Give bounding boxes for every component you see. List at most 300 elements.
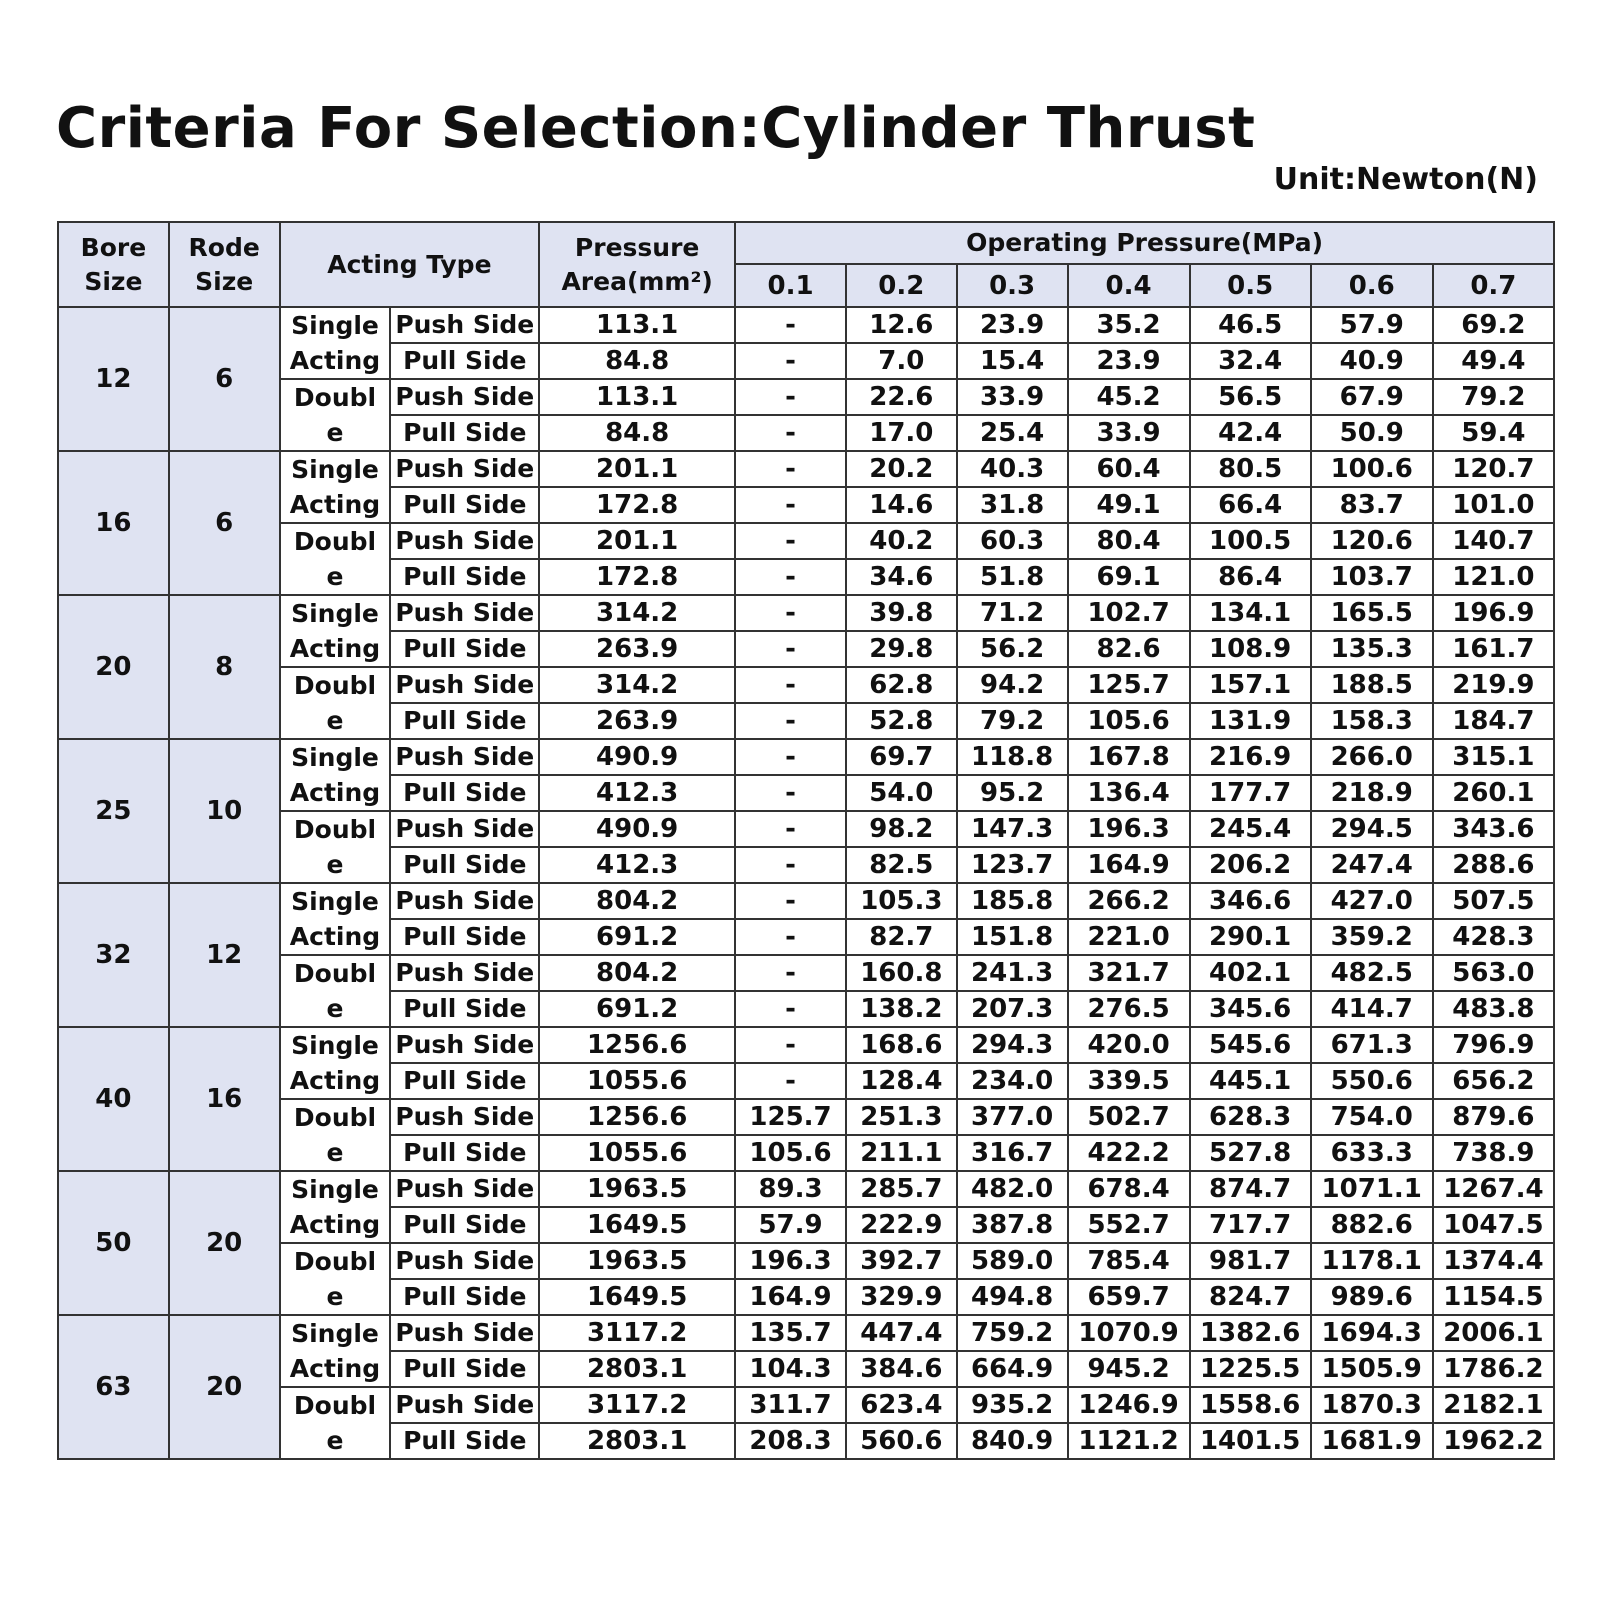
bore-size-cell: 20: [58, 595, 169, 739]
table-row: [58, 343, 1554, 379]
thrust-value-cell: 185.8: [957, 883, 1068, 919]
side-cell: Push Side: [390, 307, 539, 343]
thrust-value-cell: 329.9: [846, 1279, 957, 1315]
thrust-value-cell: 135.7: [735, 1315, 846, 1351]
thrust-value-cell: 276.5: [1068, 991, 1190, 1027]
thrust-value-cell: 69.7: [846, 739, 957, 775]
thrust-value-cell: 245.4: [1190, 811, 1311, 847]
acting-type-label: Single: [280, 739, 391, 775]
table-header: [58, 222, 1554, 307]
thrust-value-cell: 7.0: [846, 343, 957, 379]
thrust-value-cell: 785.4: [1068, 1243, 1190, 1279]
thrust-value-cell: 759.2: [957, 1315, 1068, 1351]
thrust-value-cell: -: [735, 631, 846, 667]
thrust-value-cell: 527.8: [1190, 1135, 1311, 1171]
thrust-value-cell: 266.2: [1068, 883, 1190, 919]
thrust-value-cell: 483.8: [1433, 991, 1554, 1027]
table-row: [58, 775, 1554, 811]
thrust-value-cell: 59.4: [1433, 415, 1554, 451]
thrust-value-cell: 1401.5: [1190, 1423, 1311, 1459]
table-row: [58, 703, 1554, 739]
thrust-value-cell: 23.9: [957, 307, 1068, 343]
bore-size-cell: 12: [58, 307, 169, 451]
thrust-value-cell: 33.9: [957, 379, 1068, 415]
thrust-value-cell: 2182.1: [1433, 1387, 1554, 1423]
table-row: [58, 1279, 1554, 1315]
thrust-value-cell: 377.0: [957, 1099, 1068, 1135]
area-cell: 263.9: [539, 631, 735, 667]
thrust-value-cell: 346.6: [1190, 883, 1311, 919]
thrust-value-cell: 482.0: [957, 1171, 1068, 1207]
thrust-value-cell: 42.4: [1190, 415, 1311, 451]
side-cell: Pull Side: [390, 343, 539, 379]
side-cell: Push Side: [390, 451, 539, 487]
thrust-value-cell: 659.7: [1068, 1279, 1190, 1315]
thrust-value-cell: 121.0: [1433, 559, 1554, 595]
side-cell: Pull Side: [390, 1423, 539, 1459]
thrust-value-cell: 623.4: [846, 1387, 957, 1423]
bore-size-cell: 16: [58, 451, 169, 595]
bore-size-cell: 25: [58, 739, 169, 883]
area-cell: 412.3: [539, 775, 735, 811]
thrust-value-cell: 1681.9: [1311, 1423, 1433, 1459]
thrust-value-cell: 177.7: [1190, 775, 1311, 811]
acting-type-label: Acting: [280, 919, 391, 955]
table-row: [58, 379, 1554, 415]
thrust-value-cell: 86.4: [1190, 559, 1311, 595]
table-row: [58, 919, 1554, 955]
thrust-value-cell: 387.8: [957, 1207, 1068, 1243]
thrust-value-cell: 211.1: [846, 1135, 957, 1171]
table-row: [58, 415, 1554, 451]
thrust-value-cell: 165.5: [1311, 595, 1433, 631]
thrust-value-cell: -: [735, 883, 846, 919]
thrust-value-cell: -: [735, 919, 846, 955]
table-row: [58, 559, 1554, 595]
side-cell: Pull Side: [390, 775, 539, 811]
rod-size-cell: 16: [169, 1027, 280, 1171]
thrust-value-cell: 17.0: [846, 415, 957, 451]
thrust-value-cell: 1246.9: [1068, 1387, 1190, 1423]
thrust-value-cell: 1786.2: [1433, 1351, 1554, 1387]
thrust-value-cell: 315.1: [1433, 739, 1554, 775]
thrust-value-cell: 1267.4: [1433, 1171, 1554, 1207]
thrust-value-cell: 158.3: [1311, 703, 1433, 739]
thrust-value-cell: 2006.1: [1433, 1315, 1554, 1351]
thrust-value-cell: 184.7: [1433, 703, 1554, 739]
thrust-value-cell: 311.7: [735, 1387, 846, 1423]
thrust-value-cell: 82.6: [1068, 631, 1190, 667]
thrust-value-cell: 167.8: [1068, 739, 1190, 775]
thrust-value-cell: 935.2: [957, 1387, 1068, 1423]
side-cell: Push Side: [390, 1171, 539, 1207]
acting-type-label: Doubl: [280, 523, 391, 559]
thrust-table: [57, 221, 1555, 1460]
acting-type-label: Doubl: [280, 379, 391, 415]
acting-type-label: e: [280, 1135, 391, 1171]
thrust-value-cell: 339.5: [1068, 1063, 1190, 1099]
thrust-value-cell: 29.8: [846, 631, 957, 667]
side-cell: Pull Side: [390, 559, 539, 595]
table-row: [58, 1135, 1554, 1171]
thrust-value-cell: -: [735, 523, 846, 559]
side-cell: Push Side: [390, 1099, 539, 1135]
thrust-value-cell: 32.4: [1190, 343, 1311, 379]
thrust-value-cell: 824.7: [1190, 1279, 1311, 1315]
thrust-value-cell: -: [735, 307, 846, 343]
rod-size-cell: 20: [169, 1171, 280, 1315]
thrust-value-cell: 15.4: [957, 343, 1068, 379]
header-operating-pressure: Operating Pressure(MPa): [735, 222, 1554, 264]
thrust-value-cell: 125.7: [735, 1099, 846, 1135]
bore-size-cell: 40: [58, 1027, 169, 1171]
thrust-value-cell: -: [735, 415, 846, 451]
thrust-value-cell: 147.3: [957, 811, 1068, 847]
acting-type-label: e: [280, 559, 391, 595]
thrust-value-cell: 40.3: [957, 451, 1068, 487]
area-cell: 1256.6: [539, 1027, 735, 1063]
thrust-value-cell: 208.3: [735, 1423, 846, 1459]
table-row: [58, 1423, 1554, 1459]
thrust-value-cell: 678.4: [1068, 1171, 1190, 1207]
thrust-value-cell: 161.7: [1433, 631, 1554, 667]
area-cell: 314.2: [539, 595, 735, 631]
thrust-value-cell: 427.0: [1311, 883, 1433, 919]
thrust-value-cell: 207.3: [957, 991, 1068, 1027]
side-cell: Push Side: [390, 1315, 539, 1351]
area-cell: 1963.5: [539, 1171, 735, 1207]
thrust-value-cell: -: [735, 559, 846, 595]
rod-size-cell: 10: [169, 739, 280, 883]
thrust-value-cell: 1694.3: [1311, 1315, 1433, 1351]
header-pressure-0: 0.1: [735, 264, 846, 307]
area-cell: 1256.6: [539, 1099, 735, 1135]
thrust-value-cell: 420.0: [1068, 1027, 1190, 1063]
thrust-value-cell: 260.1: [1433, 775, 1554, 811]
area-cell: 314.2: [539, 667, 735, 703]
acting-type-label: Single: [280, 1027, 391, 1063]
side-cell: Push Side: [390, 811, 539, 847]
side-cell: Push Side: [390, 595, 539, 631]
table-row: [58, 955, 1554, 991]
side-cell: Pull Side: [390, 847, 539, 883]
thrust-value-cell: 138.2: [846, 991, 957, 1027]
acting-type-label: e: [280, 703, 391, 739]
thrust-value-cell: 840.9: [957, 1423, 1068, 1459]
thrust-value-cell: 294.3: [957, 1027, 1068, 1063]
acting-type-label: Acting: [280, 1207, 391, 1243]
thrust-value-cell: 60.4: [1068, 451, 1190, 487]
thrust-value-cell: 34.6: [846, 559, 957, 595]
table-row: [58, 811, 1554, 847]
thrust-value-cell: 196.3: [735, 1243, 846, 1279]
thrust-value-cell: 66.4: [1190, 487, 1311, 523]
thrust-value-cell: 82.5: [846, 847, 957, 883]
thrust-value-cell: 23.9: [1068, 343, 1190, 379]
thrust-value-cell: 52.8: [846, 703, 957, 739]
thrust-value-cell: 83.7: [1311, 487, 1433, 523]
area-cell: 1649.5: [539, 1207, 735, 1243]
area-cell: 691.2: [539, 919, 735, 955]
area-cell: 172.8: [539, 487, 735, 523]
thrust-value-cell: 216.9: [1190, 739, 1311, 775]
table-row: [58, 487, 1554, 523]
thrust-value-cell: 188.5: [1311, 667, 1433, 703]
acting-type-label: Doubl: [280, 811, 391, 847]
thrust-value-cell: 285.7: [846, 1171, 957, 1207]
acting-type-label: Acting: [280, 1063, 391, 1099]
thrust-value-cell: 56.5: [1190, 379, 1311, 415]
thrust-value-cell: 738.9: [1433, 1135, 1554, 1171]
thrust-value-cell: 1178.1: [1311, 1243, 1433, 1279]
acting-type-label: e: [280, 415, 391, 451]
header-pressure-area: Pressure Area(mm²): [539, 222, 735, 307]
side-cell: Push Side: [390, 667, 539, 703]
thrust-value-cell: 168.6: [846, 1027, 957, 1063]
thrust-value-cell: 343.6: [1433, 811, 1554, 847]
thrust-value-cell: -: [735, 991, 846, 1027]
thrust-value-cell: 879.6: [1433, 1099, 1554, 1135]
thrust-value-cell: 164.9: [1068, 847, 1190, 883]
acting-type-label: Doubl: [280, 1387, 391, 1423]
thrust-value-cell: 589.0: [957, 1243, 1068, 1279]
side-cell: Pull Side: [390, 631, 539, 667]
thrust-value-cell: 1154.5: [1433, 1279, 1554, 1315]
thrust-value-cell: 1070.9: [1068, 1315, 1190, 1351]
thrust-value-cell: 25.4: [957, 415, 1068, 451]
thrust-value-cell: 494.8: [957, 1279, 1068, 1315]
side-cell: Push Side: [390, 955, 539, 991]
thrust-value-cell: 1505.9: [1311, 1351, 1433, 1387]
side-cell: Pull Side: [390, 1351, 539, 1387]
thrust-value-cell: 507.5: [1433, 883, 1554, 919]
thrust-value-cell: -: [735, 739, 846, 775]
acting-type-label: Doubl: [280, 955, 391, 991]
area-cell: 263.9: [539, 703, 735, 739]
rod-size-cell: 12: [169, 883, 280, 1027]
side-cell: Push Side: [390, 1387, 539, 1423]
thrust-value-cell: 125.7: [1068, 667, 1190, 703]
table-row: [58, 1351, 1554, 1387]
thrust-value-cell: 796.9: [1433, 1027, 1554, 1063]
thrust-value-cell: 664.9: [957, 1351, 1068, 1387]
thrust-value-cell: 94.2: [957, 667, 1068, 703]
thrust-value-cell: 136.4: [1068, 775, 1190, 811]
rod-size-cell: 20: [169, 1315, 280, 1459]
side-cell: Pull Side: [390, 1063, 539, 1099]
area-cell: 1055.6: [539, 1135, 735, 1171]
acting-type-label: Single: [280, 883, 391, 919]
thrust-value-cell: 754.0: [1311, 1099, 1433, 1135]
thrust-value-cell: 345.6: [1190, 991, 1311, 1027]
thrust-value-cell: 251.3: [846, 1099, 957, 1135]
thrust-value-cell: 22.6: [846, 379, 957, 415]
thrust-value-cell: 20.2: [846, 451, 957, 487]
thrust-value-cell: -: [735, 1063, 846, 1099]
header-pressure-4: 0.5: [1190, 264, 1311, 307]
thrust-value-cell: 100.5: [1190, 523, 1311, 559]
table-row: [58, 1315, 1554, 1351]
thrust-value-cell: 120.6: [1311, 523, 1433, 559]
table-row: [58, 1099, 1554, 1135]
thrust-value-cell: 628.3: [1190, 1099, 1311, 1135]
thrust-value-cell: 414.7: [1311, 991, 1433, 1027]
side-cell: Push Side: [390, 1243, 539, 1279]
thrust-value-cell: 57.9: [735, 1207, 846, 1243]
thrust-value-cell: 422.2: [1068, 1135, 1190, 1171]
area-cell: 201.1: [539, 523, 735, 559]
area-cell: 490.9: [539, 811, 735, 847]
thrust-value-cell: 140.7: [1433, 523, 1554, 559]
side-cell: Pull Side: [390, 991, 539, 1027]
table-row: [58, 739, 1554, 775]
thrust-value-cell: 12.6: [846, 307, 957, 343]
thrust-value-cell: 62.8: [846, 667, 957, 703]
acting-type-label: Acting: [280, 775, 391, 811]
side-cell: Pull Side: [390, 703, 539, 739]
bore-size-cell: 32: [58, 883, 169, 1027]
thrust-value-cell: 545.6: [1190, 1027, 1311, 1063]
thrust-value-cell: 123.7: [957, 847, 1068, 883]
thrust-value-cell: 69.1: [1068, 559, 1190, 595]
thrust-value-cell: 560.6: [846, 1423, 957, 1459]
thrust-value-cell: 40.2: [846, 523, 957, 559]
thrust-value-cell: 1962.2: [1433, 1423, 1554, 1459]
table-row: [58, 1387, 1554, 1423]
thrust-value-cell: 402.1: [1190, 955, 1311, 991]
thrust-value-cell: 196.3: [1068, 811, 1190, 847]
area-cell: 691.2: [539, 991, 735, 1027]
thrust-value-cell: 206.2: [1190, 847, 1311, 883]
thrust-value-cell: 33.9: [1068, 415, 1190, 451]
thrust-value-cell: 80.5: [1190, 451, 1311, 487]
acting-type-label: Doubl: [280, 1243, 391, 1279]
thrust-value-cell: 108.9: [1190, 631, 1311, 667]
thrust-value-cell: 98.2: [846, 811, 957, 847]
thrust-value-cell: 222.9: [846, 1207, 957, 1243]
side-cell: Pull Side: [390, 415, 539, 451]
thrust-value-cell: 101.0: [1433, 487, 1554, 523]
thrust-value-cell: 945.2: [1068, 1351, 1190, 1387]
thrust-value-cell: 60.3: [957, 523, 1068, 559]
thrust-value-cell: 51.8: [957, 559, 1068, 595]
area-cell: 1963.5: [539, 1243, 735, 1279]
thrust-value-cell: 105.6: [735, 1135, 846, 1171]
thrust-value-cell: 1225.5: [1190, 1351, 1311, 1387]
thrust-value-cell: 120.7: [1433, 451, 1554, 487]
table-row: [58, 847, 1554, 883]
thrust-value-cell: 874.7: [1190, 1171, 1311, 1207]
area-cell: 2803.1: [539, 1423, 735, 1459]
thrust-value-cell: 359.2: [1311, 919, 1433, 955]
thrust-value-cell: 981.7: [1190, 1243, 1311, 1279]
acting-type-label: Acting: [280, 631, 391, 667]
thrust-value-cell: 40.9: [1311, 343, 1433, 379]
thrust-value-cell: 290.1: [1190, 919, 1311, 955]
thrust-value-cell: 218.9: [1311, 775, 1433, 811]
thrust-value-cell: 428.3: [1433, 919, 1554, 955]
rod-size-cell: 6: [169, 307, 280, 451]
side-cell: Push Side: [390, 883, 539, 919]
acting-type-label: Single: [280, 595, 391, 631]
area-cell: 804.2: [539, 955, 735, 991]
thrust-value-cell: 128.4: [846, 1063, 957, 1099]
side-cell: Push Side: [390, 379, 539, 415]
thrust-value-cell: 316.7: [957, 1135, 1068, 1171]
table-row: [58, 1027, 1554, 1063]
thrust-value-cell: -: [735, 955, 846, 991]
table-body: [58, 307, 1554, 1459]
side-cell: Pull Side: [390, 919, 539, 955]
thrust-value-cell: 482.5: [1311, 955, 1433, 991]
table-row: [58, 595, 1554, 631]
acting-type-label: Single: [280, 451, 391, 487]
thrust-value-cell: 266.0: [1311, 739, 1433, 775]
thrust-value-cell: 219.9: [1433, 667, 1554, 703]
thrust-value-cell: 989.6: [1311, 1279, 1433, 1315]
thrust-value-cell: 1121.2: [1068, 1423, 1190, 1459]
thrust-value-cell: -: [735, 379, 846, 415]
thrust-value-cell: 384.6: [846, 1351, 957, 1387]
thrust-value-cell: 45.2: [1068, 379, 1190, 415]
side-cell: Push Side: [390, 1027, 539, 1063]
thrust-value-cell: 56.2: [957, 631, 1068, 667]
header-pressure-3: 0.4: [1068, 264, 1190, 307]
thrust-value-cell: 69.2: [1433, 307, 1554, 343]
side-cell: Pull Side: [390, 487, 539, 523]
thrust-value-cell: 14.6: [846, 487, 957, 523]
thrust-value-cell: 104.3: [735, 1351, 846, 1387]
acting-type-label: e: [280, 1423, 391, 1459]
area-cell: 490.9: [539, 739, 735, 775]
side-cell: Push Side: [390, 523, 539, 559]
thrust-value-cell: 882.6: [1311, 1207, 1433, 1243]
thrust-value-cell: 1558.6: [1190, 1387, 1311, 1423]
thrust-value-cell: 288.6: [1433, 847, 1554, 883]
thrust-value-cell: 31.8: [957, 487, 1068, 523]
side-cell: Pull Side: [390, 1279, 539, 1315]
thrust-value-cell: -: [735, 595, 846, 631]
thrust-value-cell: 151.8: [957, 919, 1068, 955]
thrust-value-cell: 57.9: [1311, 307, 1433, 343]
thrust-value-cell: 118.8: [957, 739, 1068, 775]
thrust-value-cell: -: [735, 451, 846, 487]
table-row: [58, 451, 1554, 487]
acting-type-label: e: [280, 1279, 391, 1315]
thrust-value-cell: 67.9: [1311, 379, 1433, 415]
thrust-value-cell: 1382.6: [1190, 1315, 1311, 1351]
thrust-value-cell: 39.8: [846, 595, 957, 631]
table-row: [58, 667, 1554, 703]
table-row: [58, 1243, 1554, 1279]
thrust-value-cell: 321.7: [1068, 955, 1190, 991]
table-row: [58, 523, 1554, 559]
thrust-value-cell: -: [735, 811, 846, 847]
acting-type-label: Doubl: [280, 667, 391, 703]
thrust-value-cell: 46.5: [1190, 307, 1311, 343]
thrust-value-cell: 1047.5: [1433, 1207, 1554, 1243]
area-cell: 3117.2: [539, 1315, 735, 1351]
acting-type-label: Acting: [280, 343, 391, 379]
thrust-value-cell: 82.7: [846, 919, 957, 955]
thrust-value-cell: -: [735, 703, 846, 739]
thrust-value-cell: 234.0: [957, 1063, 1068, 1099]
header-pressure-2: 0.3: [957, 264, 1068, 307]
acting-type-label: Doubl: [280, 1099, 391, 1135]
thrust-value-cell: 160.8: [846, 955, 957, 991]
area-cell: 3117.2: [539, 1387, 735, 1423]
side-cell: Pull Side: [390, 1207, 539, 1243]
